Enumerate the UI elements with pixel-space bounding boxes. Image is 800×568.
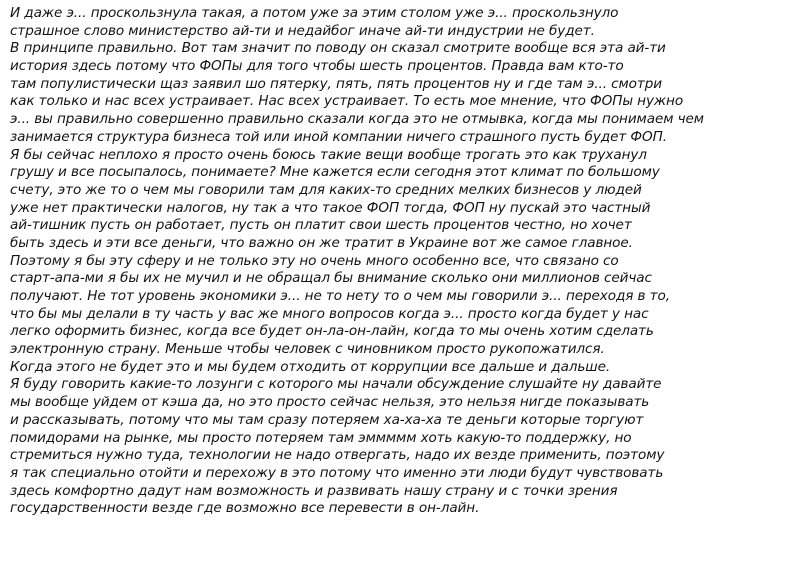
- text-line-12: уже нет практически налогов, ну так а что такое ФОП тогда, ФОП ну пускай это частный: [10, 199, 651, 216]
- text-line-11: счету, это же то о чем мы говорили там для каких-то средних мелких бизнесов у людей: [10, 181, 642, 198]
- text-line-24: и рассказывать, потому что мы там сразу потеряем ха-ха-ха те деньги которые торгуют: [10, 411, 644, 428]
- text-line-2: страшное слово министерство ай-ти и недайбог иначе ай-ти индустрии не будет.: [10, 22, 595, 39]
- text-line-16: старт-апа-ми я бы их не мучил и не обращал бы внимание сколько они миллионов сейчас: [10, 270, 652, 287]
- text-line-22: Я буду говорить какие-то лозунги с которого мы начали обсуждение слушайте ну давайте: [10, 376, 662, 393]
- text-line-9: Я бы сейчас неплохо я просто очень боюсь такие вещи вообще трогать это как труханул: [10, 146, 647, 163]
- text-line-28: здесь комфортно дадут нам возможность и развивать нашу страну и с точки зрения: [10, 482, 618, 499]
- text-line-10: грушу и все посыпалось, понимаете? Мне кажется если сегодня этот климат по большому: [10, 164, 660, 181]
- text-line-8: занимается структура бизнеса той или иной компании ничего страшного пусть будет ФОП.: [10, 128, 667, 145]
- text-line-19: легко оформить бизнес, когда все будет он-ла-он-лайн, когда то мы очень хотим сделать: [10, 323, 654, 340]
- text-line-27: я так специально отойти и перехожу в это потому что именно эти люди будут чувствовать: [10, 464, 664, 481]
- text-line-7: э... вы правильно совершенно правильно сказали когда это не отмывка, когда мы понимаем чем: [10, 111, 704, 128]
- text-line-23: мы вообще уйдем от кэша да, но это просто сейчас нельзя, это нельзя нигде показывать: [10, 394, 650, 411]
- text-line-26: стремиться нужно туда, технологии не надо отвергать, надо их везде применить, поэтому: [10, 447, 665, 464]
- text-line-3: В принципе правильно. Вот там значит по поводу он сказал смотрите вообще вся эта ай-ти: [10, 40, 666, 57]
- text-line-15: Поэтому я бы эту сферу и не только эту но очень много особенно все, что связано со: [10, 252, 619, 269]
- text-line-21: Когда этого не будет это и мы будем отходить от коррупции все дальше и дальше.: [10, 358, 611, 375]
- text-line-14: быть здесь и эти все деньги, что важно он же тратит в Украине вот же самое главное.: [10, 234, 633, 251]
- text-line-20: электронную страну. Меньше чтобы человек с чиновником просто рукопожатился.: [10, 341, 605, 358]
- text-line-4: история здесь потому что ФОПы для того чтобы шесть процентов. Правда вам кто-то: [10, 58, 624, 75]
- text-line-29: государственности везде где возможно все перевести в он-лайн.: [10, 500, 480, 517]
- text-line-13: ай-тишник пусть он работает, пусть он платит свои шесть процентов честно, но хочет: [10, 217, 632, 234]
- text-line-5: там популистически щаз заявил шо пятерку, пять, пять процентов ну и где там э... смотри: [10, 75, 662, 92]
- text-line-6: как только и нас всех устраивает. Нас всех устраивает. То есть мое мнение, что ФОПы нужно: [10, 93, 684, 110]
- text-line-17: получают. Не тот уровень экономики э... не то нету то о чем мы говорили э... переходя в то,: [10, 288, 670, 304]
- text-line-1: И даже э... проскользнула такая, а потом уже за этим столом уже э... проскользнуло: [10, 5, 619, 21]
- text-line-25: помидорами на рынке, мы просто потеряем там эммммм хоть какую-то поддержку, но: [10, 429, 632, 446]
- text-line-18: что бы мы делали в ту часть у вас же много вопросов когда э... просто когда будет у нас: [10, 305, 649, 322]
